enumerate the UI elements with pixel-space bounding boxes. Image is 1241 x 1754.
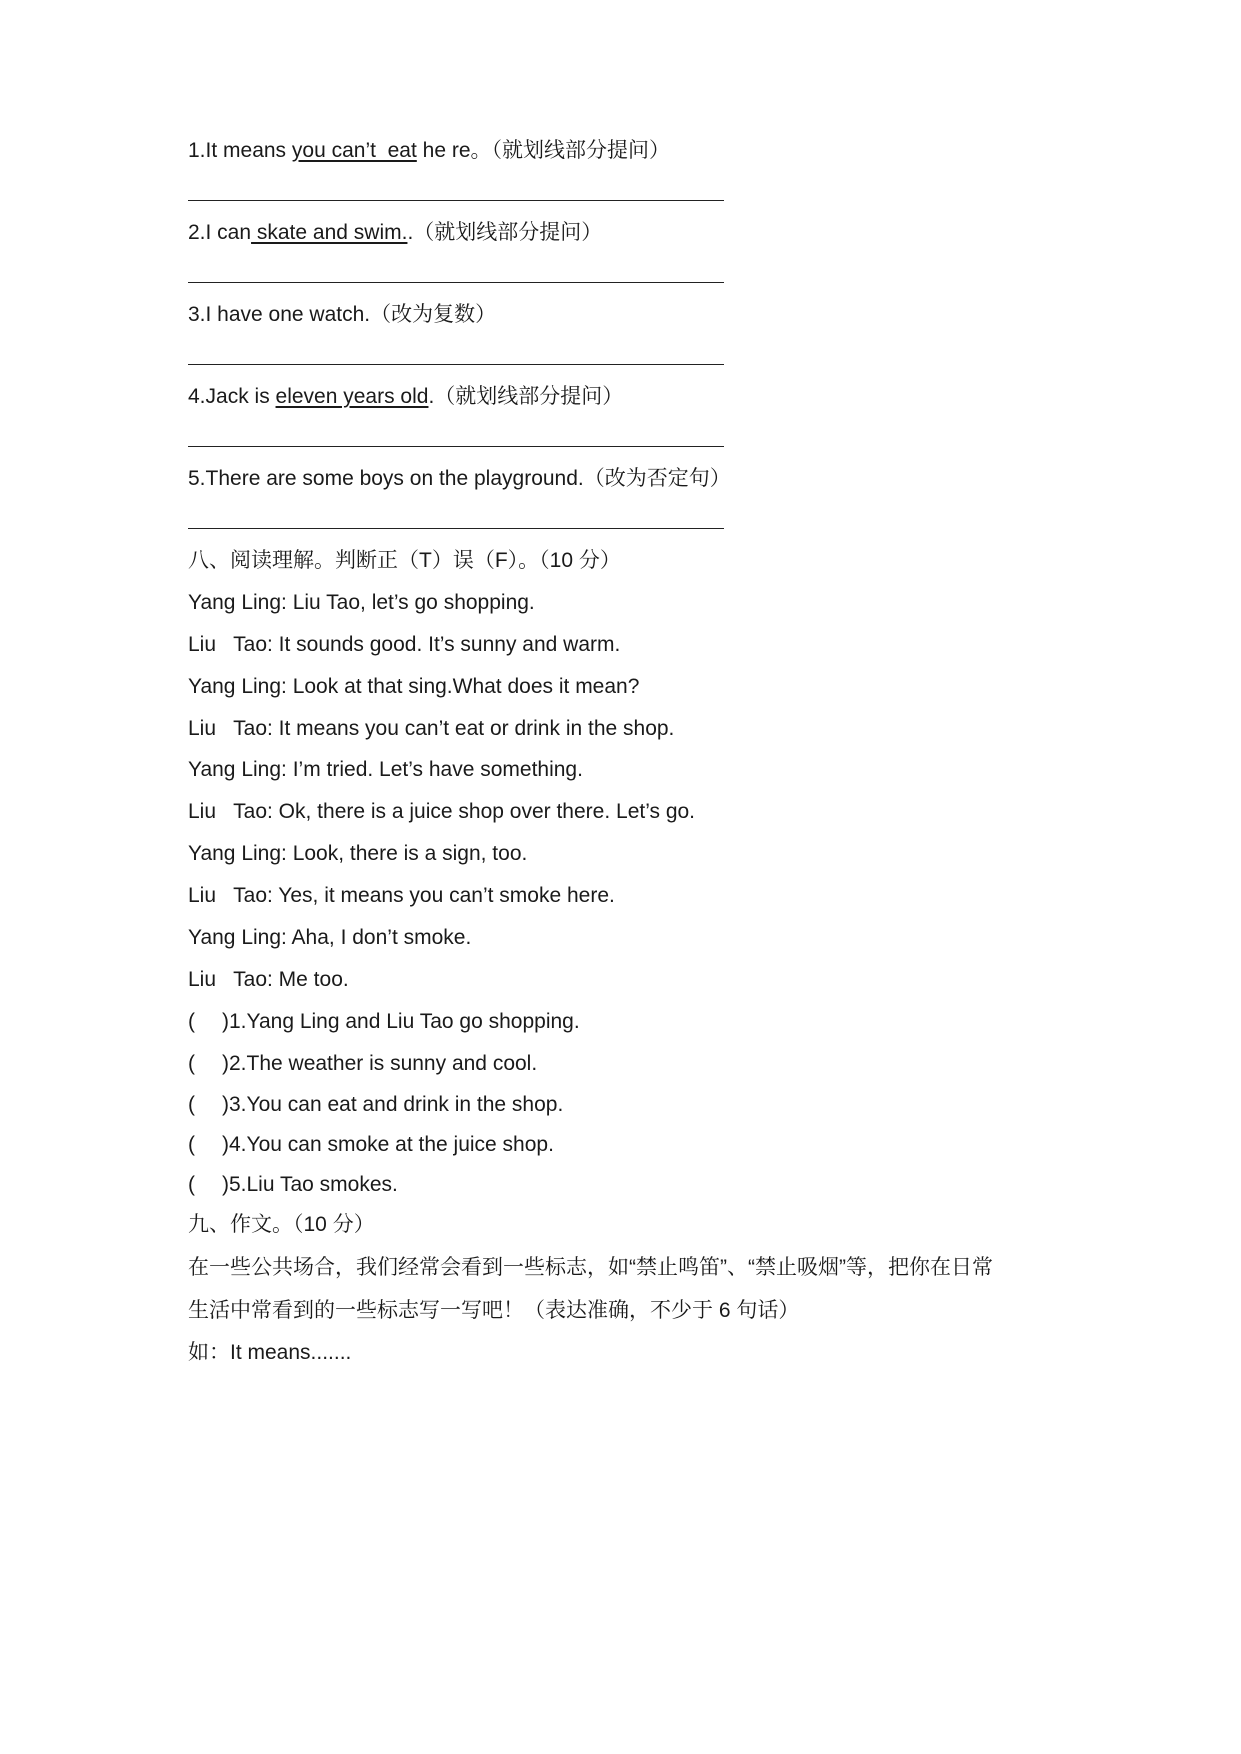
- judge-statement-5: [188, 1172, 398, 1198]
- question-2-suffix: .（就划线部分提问）: [407, 221, 603, 244]
- question-4: [188, 384, 623, 410]
- question-2-underlined: skate and swim.: [251, 221, 408, 244]
- answer-line-2[interactable]: [188, 282, 724, 283]
- question-4-suffix: .（就划线部分提问）: [428, 385, 624, 408]
- answer-line-4[interactable]: [188, 446, 724, 447]
- dialogue-line: Yang Ling: Aha, I don’t smoke.: [188, 926, 472, 949]
- question-2: [188, 220, 602, 246]
- statement-text: )5.Liu Tao smokes.: [222, 1173, 398, 1196]
- answer-bracket[interactable]: (: [188, 1010, 195, 1033]
- question-3: 3.I have one watch.（改为复数）: [188, 303, 497, 326]
- answer-bracket[interactable]: (: [188, 1133, 195, 1156]
- dialogue-line: Yang Ling: Liu Tao, let’s go shopping.: [188, 591, 535, 614]
- question-1: [188, 138, 670, 164]
- dialogue-line: Yang Ling: I’m tried. Let’s have something.: [188, 758, 583, 781]
- answer-line-1[interactable]: [188, 200, 724, 201]
- statement-text: )4.You can smoke at the juice shop.: [222, 1133, 554, 1156]
- answer-bracket[interactable]: (: [188, 1173, 195, 1196]
- dialogue-line: Yang Ling: Look, there is a sign, too.: [188, 842, 528, 865]
- question-4-prefix: 4.Jack is: [188, 385, 276, 408]
- writing-example: 如：It means.......: [188, 1341, 352, 1364]
- reading-heading: 八、阅读理解。判断正（T）误（F）。（10 分）: [188, 549, 621, 572]
- answer-bracket[interactable]: (: [188, 1052, 195, 1075]
- question-5: 5.There are some boys on the playground.（改为否定句）: [188, 467, 731, 490]
- judge-statement-4: [188, 1132, 554, 1158]
- answer-bracket[interactable]: (: [188, 1093, 195, 1116]
- dialogue-line: Liu Tao: Yes, it means you can’t smoke here.: [188, 884, 615, 907]
- statement-text: )2.The weather is sunny and cool.: [222, 1052, 538, 1075]
- statement-text: )3.You can eat and drink in the shop.: [222, 1093, 564, 1116]
- answer-line-5[interactable]: [188, 528, 724, 529]
- question-2-prefix: 2.I can: [188, 221, 252, 244]
- question-1-underlined: you can’t eat: [291, 139, 417, 162]
- dialogue-line: Liu Tao: It sounds good. It’s sunny and warm.: [188, 633, 621, 656]
- statement-text: )1.Yang Ling and Liu Tao go shopping.: [222, 1010, 580, 1033]
- dialogue-line: Liu Tao: Ok, there is a juice shop over there. Let’s go.: [188, 800, 696, 823]
- judge-statement-3: [188, 1092, 563, 1118]
- dialogue-line: Yang Ling: Look at that sing.What does it mean?: [188, 675, 640, 698]
- question-4-underlined: eleven years old: [275, 385, 429, 408]
- question-1-suffix: he re。（就划线部分提问）: [416, 139, 671, 162]
- answer-line-3[interactable]: [188, 364, 724, 365]
- dialogue-line: Liu Tao: Me too.: [188, 968, 349, 991]
- writing-prompt-line-2: 生活中常看到的一些标志写一写吧！（表达准确，不少于 6 句话）: [188, 1299, 800, 1322]
- question-1-prefix: 1.It means: [188, 139, 292, 162]
- judge-statement-2: [188, 1051, 537, 1077]
- writing-prompt-line-1: 在一些公共场合，我们经常会看到一些标志，如“禁止鸣笛”、“禁止吸烟”等，把你在日常: [188, 1256, 993, 1279]
- dialogue-line: Liu Tao: It means you can’t eat or drink in the shop.: [188, 717, 675, 740]
- writing-heading: 九、作文。（10 分）: [188, 1213, 375, 1236]
- judge-statement-1: [188, 1009, 580, 1035]
